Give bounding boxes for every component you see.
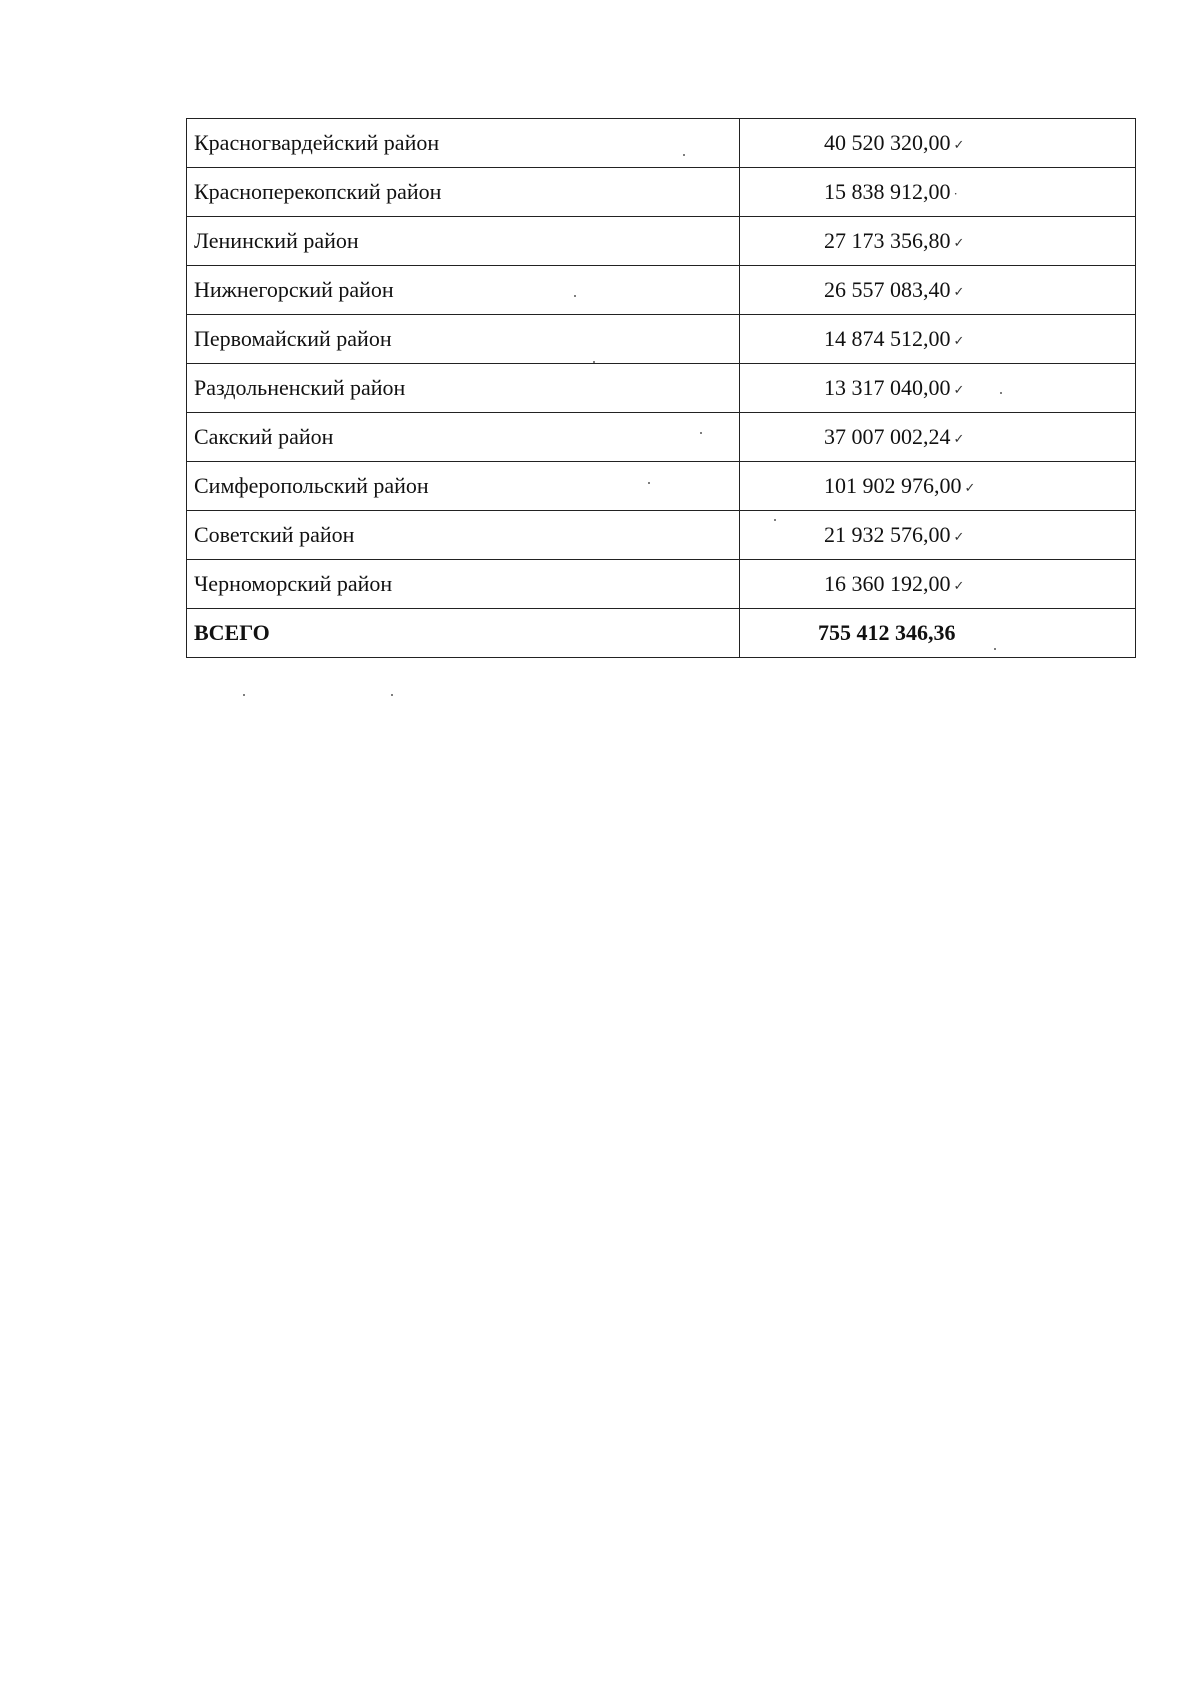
district-name: Красноперекопский район: [187, 168, 740, 217]
district-name: Черноморский район: [187, 560, 740, 609]
district-budget-table: [186, 118, 1136, 658]
table-row: [187, 266, 1136, 315]
table-row: [187, 462, 1136, 511]
table-row: [187, 511, 1136, 560]
check-mark-icon: ✓: [964, 480, 976, 496]
district-amount-cell: [740, 119, 1136, 168]
district-name: Ленинский район: [187, 217, 740, 266]
scan-speck: [683, 154, 685, 156]
district-amount: 37 007 002,24: [824, 424, 951, 449]
scan-speck: [574, 295, 576, 297]
check-mark-icon: ✓: [953, 235, 965, 251]
scan-speck: [700, 432, 702, 434]
total-label: ВСЕГО: [187, 609, 740, 658]
district-amount: 21 932 576,00: [824, 522, 951, 547]
check-mark-icon: ✓: [953, 382, 965, 398]
district-amount-cell: [740, 462, 1136, 511]
check-mark-icon: ✓: [953, 529, 965, 545]
table-row: [187, 364, 1136, 413]
table-row: [187, 217, 1136, 266]
district-amount: 40 520 320,00: [824, 130, 951, 155]
check-mark-icon: ✓: [953, 137, 965, 153]
district-amount: 13 317 040,00: [824, 375, 951, 400]
district-amount: 16 360 192,00: [824, 571, 951, 596]
district-amount: 15 838 912,00: [824, 179, 951, 204]
scan-speck: [593, 361, 595, 363]
total-row: [187, 609, 1136, 658]
table-row: [187, 168, 1136, 217]
district-amount-cell: [740, 413, 1136, 462]
table-row: [187, 315, 1136, 364]
check-mark-icon: ✓: [953, 431, 965, 447]
district-amount-cell: [740, 560, 1136, 609]
scan-speck: [648, 482, 650, 484]
district-amount: 27 173 356,80: [824, 228, 951, 253]
district-name: Симферопольский район: [187, 462, 740, 511]
district-name: Раздольненский район: [187, 364, 740, 413]
district-amount-cell: [740, 315, 1136, 364]
scan-speck: [994, 648, 996, 650]
check-mark-icon: ✓: [953, 578, 965, 594]
district-amount: 101 902 976,00: [824, 473, 962, 498]
table-row: [187, 413, 1136, 462]
district-amount-cell: [740, 217, 1136, 266]
district-amount-cell: [740, 511, 1136, 560]
scan-speck: [391, 694, 393, 696]
district-name: Нижнегорский район: [187, 266, 740, 315]
district-amount: 14 874 512,00: [824, 326, 951, 351]
district-amount-cell: [740, 168, 1136, 217]
check-mark-icon: ·: [953, 186, 958, 202]
district-name: Первомайский район: [187, 315, 740, 364]
district-amount: 26 557 083,40: [824, 277, 951, 302]
scan-speck: [1000, 392, 1002, 394]
district-name: Красногвардейский район: [187, 119, 740, 168]
scan-speck: [774, 519, 776, 521]
district-name: Советский район: [187, 511, 740, 560]
table-row: [187, 119, 1136, 168]
table-row: [187, 560, 1136, 609]
district-amount-cell: [740, 266, 1136, 315]
check-mark-icon: ✓: [953, 284, 965, 300]
check-mark-icon: ✓: [953, 333, 965, 349]
scan-speck: [243, 694, 245, 696]
district-amount-cell: [740, 364, 1136, 413]
district-name: Сакский район: [187, 413, 740, 462]
total-amount: 755 412 346,36: [740, 609, 1136, 658]
